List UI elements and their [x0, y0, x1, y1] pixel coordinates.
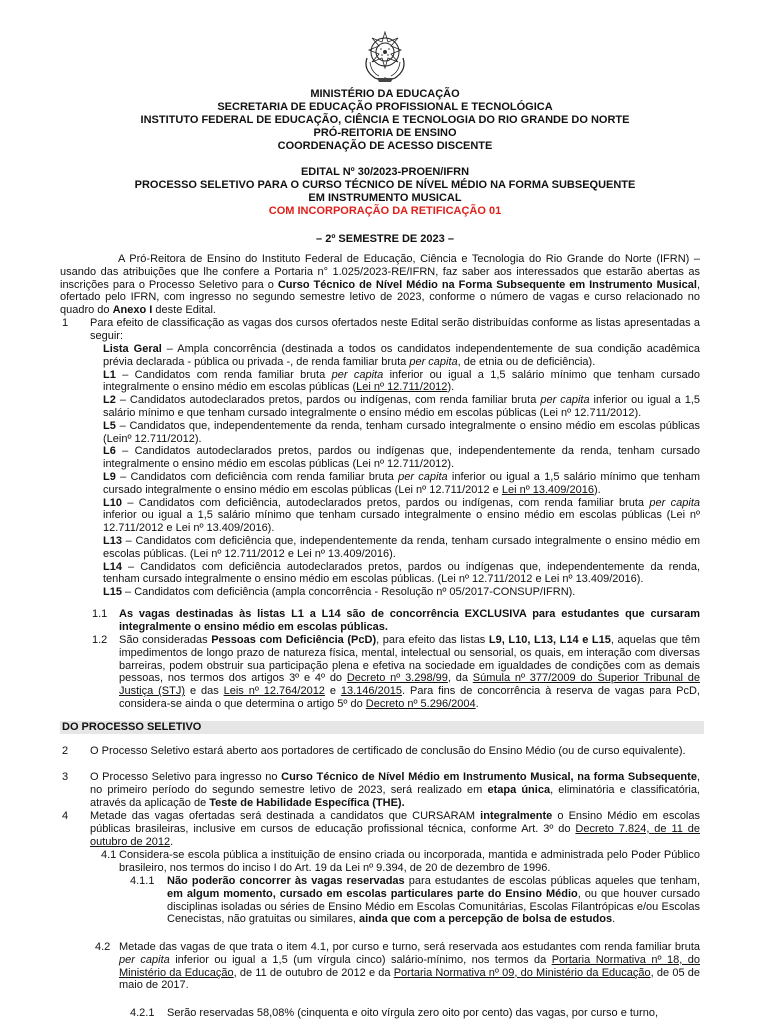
list-l13: L13 – Candidatos com deficiência que, independentemente da renda, tenham cursado integralmente o ensino médio em escolas públicas. (Lei nº 12.711/2012 e Lei nº 13.409/2016).: [103, 534, 700, 560]
item-4-1-text: Considera-se escola pública a instituição de ensino criada ou incorporada, mantida e administrada pelo Poder Público brasileiro, nos termos do inciso I do Art. 19 da Lei nº 9.394, de 20 de dezembro de 1996.: [119, 849, 700, 874]
rectification-note: COM INCORPORAÇÃO DA RETIFICAÇÃO 01: [268, 205, 502, 217]
item-4-2-1-number: 4.2.1: [130, 1007, 155, 1019]
list-geral: Lista Geral – Ampla concorrência (destinada a todos os candidatos independentemente de sua condição acadêmica prévia declarada - pública ou privada -, de renda familiar bruta per capita, de etnia ou de deficiência).: [103, 343, 700, 368]
document-header: [60, 88, 710, 153]
item-1-number: 1: [62, 317, 69, 329]
edital-title-line2: EM INSTRUMENTO MUSICAL: [308, 192, 462, 204]
intro-paragraph: A Pró-Reitora de Ensino do Instituto Federal de Educação, Ciência e Tecnologia do Rio Grande do Norte (IFRN) – usando das atribuições que lhe confere a Portaria n° 1.025/2023-RE/IFRN, faz saber aos interessados que estarão abertas as inscrições para o Processo Seletivo para o Curso Técnico de Nível Médio na Forma Subsequente em Instrumento Musical, ofertado pelo IFRN, com ingresso no segundo semestre letivo de 2023, conforme o número de vagas e curso relacionado no quadro do Anexo I deste Edital.: [60, 253, 700, 317]
item-4-number: 4: [62, 810, 69, 822]
item-3-text: O Processo Seletivo para ingresso no Curso Técnico de Nível Médio em Instrumento Musical, na forma Subsequente, no primeiro período do segundo semestre letivo de 2023, será realizado em etapa única, eliminatória e classificatória, através da aplicação de Teste de Habilidade Específica (THE).: [90, 771, 700, 809]
list-l10: L10 – Candidatos com deficiência, autodeclarados pretos, pardos ou indígenas, com renda familiar bruta per capita inferior ou igual a 1,5 salário mínimo que tenham cursado integralmente o ensino médio em escolas públicas (Lei nº 12.711/2012 e Lei nº 13.409/2016).: [103, 496, 700, 535]
link-lei-13146[interactable]: 13.146/2015: [340, 685, 403, 698]
list-l6: L6 – Candidatos autodeclarados pretos, pardos ou indígenas que, independentemente da renda, tenham cursado integralmente o ensino médio em escolas públicas (Lei nº 12.711/2012).: [103, 445, 700, 471]
pro-rectorate-name: PRÓ-REITORIA DE ENSINO: [313, 127, 457, 139]
secretariat-name: SECRETARIA DE EDUCAÇÃO PROFISSIONAL E TECNOLÓGICA: [217, 101, 553, 113]
link-decreto-7824[interactable]: Decreto 7.824, de 11 de outubro de 2012: [90, 822, 700, 848]
link-sumula-377[interactable]: Súmula nº 377/2009 do Superior Tribunal de Justiça (STJ): [119, 672, 700, 698]
list-l5: L5 – Candidatos que, independentemente da renda, tenham cursado integralmente o ensino médio em escolas públicas (Leinº 12.711/2012).: [103, 419, 700, 445]
item-1-text: Para efeito de classificação as vagas dos cursos ofertados neste Edital serão distribuídas conforme as listas apresentadas a seguir:: [90, 317, 700, 342]
item-3-number: 3: [62, 771, 69, 783]
semester-label: – 2º SEMESTRE DE 2023 –: [316, 233, 454, 245]
coat-of-arms-icon: [357, 28, 413, 84]
link-portaria-09[interactable]: Portaria Normativa nº 09, do Ministério da Educação: [393, 966, 651, 979]
item-2-number: 2: [62, 745, 69, 757]
list-l2: L2 – Candidatos autodeclarados pretos, pardos ou indígenas, com renda familiar bruta per capita inferior ou igual a 1,5 salário mínimo e que tenham cursado integralmente o ensino médio em escolas públicas (Lei nº 12.711/2012).: [103, 394, 701, 419]
item-1-1-number: 1.1: [92, 608, 108, 620]
list-l14: L14 – Candidatos com deficiência autodeclarados pretos, pardos ou indígenas que, independentemente da renda, tenham cursado integralmente o ensino médio em escolas públicas. (Lei nº 12.711/2012 e Lei nº 13.409/2016).: [103, 560, 700, 586]
item-4-2-text: Metade das vagas de que trata o item 4.1, por curso e turno, será reservada aos estudantes com renda familiar bruta per capita inferior ou igual a 1,5 (um vírgula cinco) salário-mínimo, nos termos da Portaria Normativa nº 18, do Ministério da Educação, de 11 de outubro de 2012 e da Portaria Normativa nº 09, do Ministério da Educação, de 05 de maio de 2017.: [119, 941, 700, 992]
edital-title-block: [60, 166, 710, 218]
item-4-1-number: 4.1: [101, 849, 117, 861]
link-decreto-5296[interactable]: Decreto nº 5.296/2004: [365, 697, 476, 710]
item-4-1-1-number: 4.1.1: [130, 875, 155, 887]
edital-number: EDITAL Nº 30/2023-PROEN/IFRN: [300, 166, 470, 178]
institute-name: INSTITUTO FEDERAL DE EDUCAÇÃO, CIÊNCIA E TECNOLOGIA DO RIO GRANDE DO NORTE: [140, 114, 630, 126]
item-2-text: O Processo Seletivo estará aberto aos portadores de certificado de conclusão do Ensino Médio (ou de curso equivalente).: [90, 745, 686, 757]
item-4-text: Metade das vagas ofertadas será destinada a candidatos que CURSARAM integralmente o Ensino Médio em escolas públicas brasileiras, inclusive em cursos de educação profissional técnica, conforme Art. 3º do Decreto 7.824, de 11 de outubro de 2012.: [90, 810, 700, 848]
item-1-1-text: As vagas destinadas às listas L1 a L14 são de concorrência EXCLUSIVA para estudantes que cursaram integralmente o ensino médio em escolas públicas.: [119, 608, 700, 633]
link-lei-12764[interactable]: Leis nº 12.764/2012: [223, 685, 325, 698]
item-1-2-text: São consideradas Pessoas com Deficiência (PcD), para efeito das listas L9, L10, L13, L14 e L15, aquelas que têm impedimentos de longo prazo de natureza física, mental, intelectual ou sensorial, os quais, em interação com diversas barreiras, podem obstruir sua participação plena e efetiva na sociedade em igualdades de condições com as demais pessoas, nos termos dos artigos 3º e 4º do Decreto nº 3.298/99, da Súmula nº 377/2009 do Superior Tribunal de Justiça (STJ) e das Leis nº 12.764/2012 e 13.146/2015. Para fins de concorrência à reserva de vagas para PcD, considera-se ainda o que determina o artigo 5º do Decreto nº 5.296/2004.: [119, 634, 700, 710]
list-l15: L15 – Candidatos com deficiência (ampla concorrência - Resolução nº 05/2017-CONSUP/IFRN).: [103, 586, 576, 599]
section-processo-seletivo: DO PROCESSO SELETIVO: [60, 721, 704, 734]
item-4-1-1-text: Não poderão concorrer às vagas reservadas para estudantes de escolas públicas aqueles que tenham, em algum momento, cursado em escolas particulares parte do Ensino Médio, ou que houver cursado disciplinas isoladas ou séries de Ensino Médio em Escolas Comunitárias, Escolas Filantrópicas e/ou Escolas Cenecistas, não gratuitas ou similares, ainda que com a percepção de bolsa de estudos.: [167, 875, 700, 926]
list-l9: L9 – Candidatos com deficiência com renda familiar bruta per capita inferior ou igual a 1,5 salário mínimo que tenham cursado integralmente o ensino médio em escolas públicas (Lei nº 12.711/2012 e Lei nº 13.409/2016).: [103, 470, 700, 496]
link-decreto-3298[interactable]: Decreto nº 3.298/99: [346, 672, 448, 685]
list-l1: L1 – Candidatos com renda familiar bruta per capita inferior ou igual a 1,5 salário mínimo que tenham cursado integralmente o ensino médio em escolas públicas (Lei nº 12.711/2012).: [103, 368, 700, 394]
coordination-name: COORDENAÇÃO DE ACESSO DISCENTE: [277, 140, 493, 152]
item-4-2-number: 4.2: [95, 941, 111, 953]
quota-lists: [103, 343, 700, 599]
link-portaria-18[interactable]: Portaria Normativa nº 18, do Ministério da Educação: [119, 953, 700, 979]
edital-title-line1: PROCESSO SELETIVO PARA O CURSO TÉCNICO DE NÍVEL MÉDIO NA FORMA SUBSEQUENTE: [134, 179, 636, 191]
item-1-2-number: 1.2: [92, 634, 108, 646]
ministry-name: MINISTÉRIO DA EDUCAÇÃO: [310, 88, 460, 100]
item-4-2-1-text: Serão reservadas 58,08% (cinquenta e oito vírgula zero oito por cento) das vagas, por curso e turno,: [167, 1007, 659, 1019]
